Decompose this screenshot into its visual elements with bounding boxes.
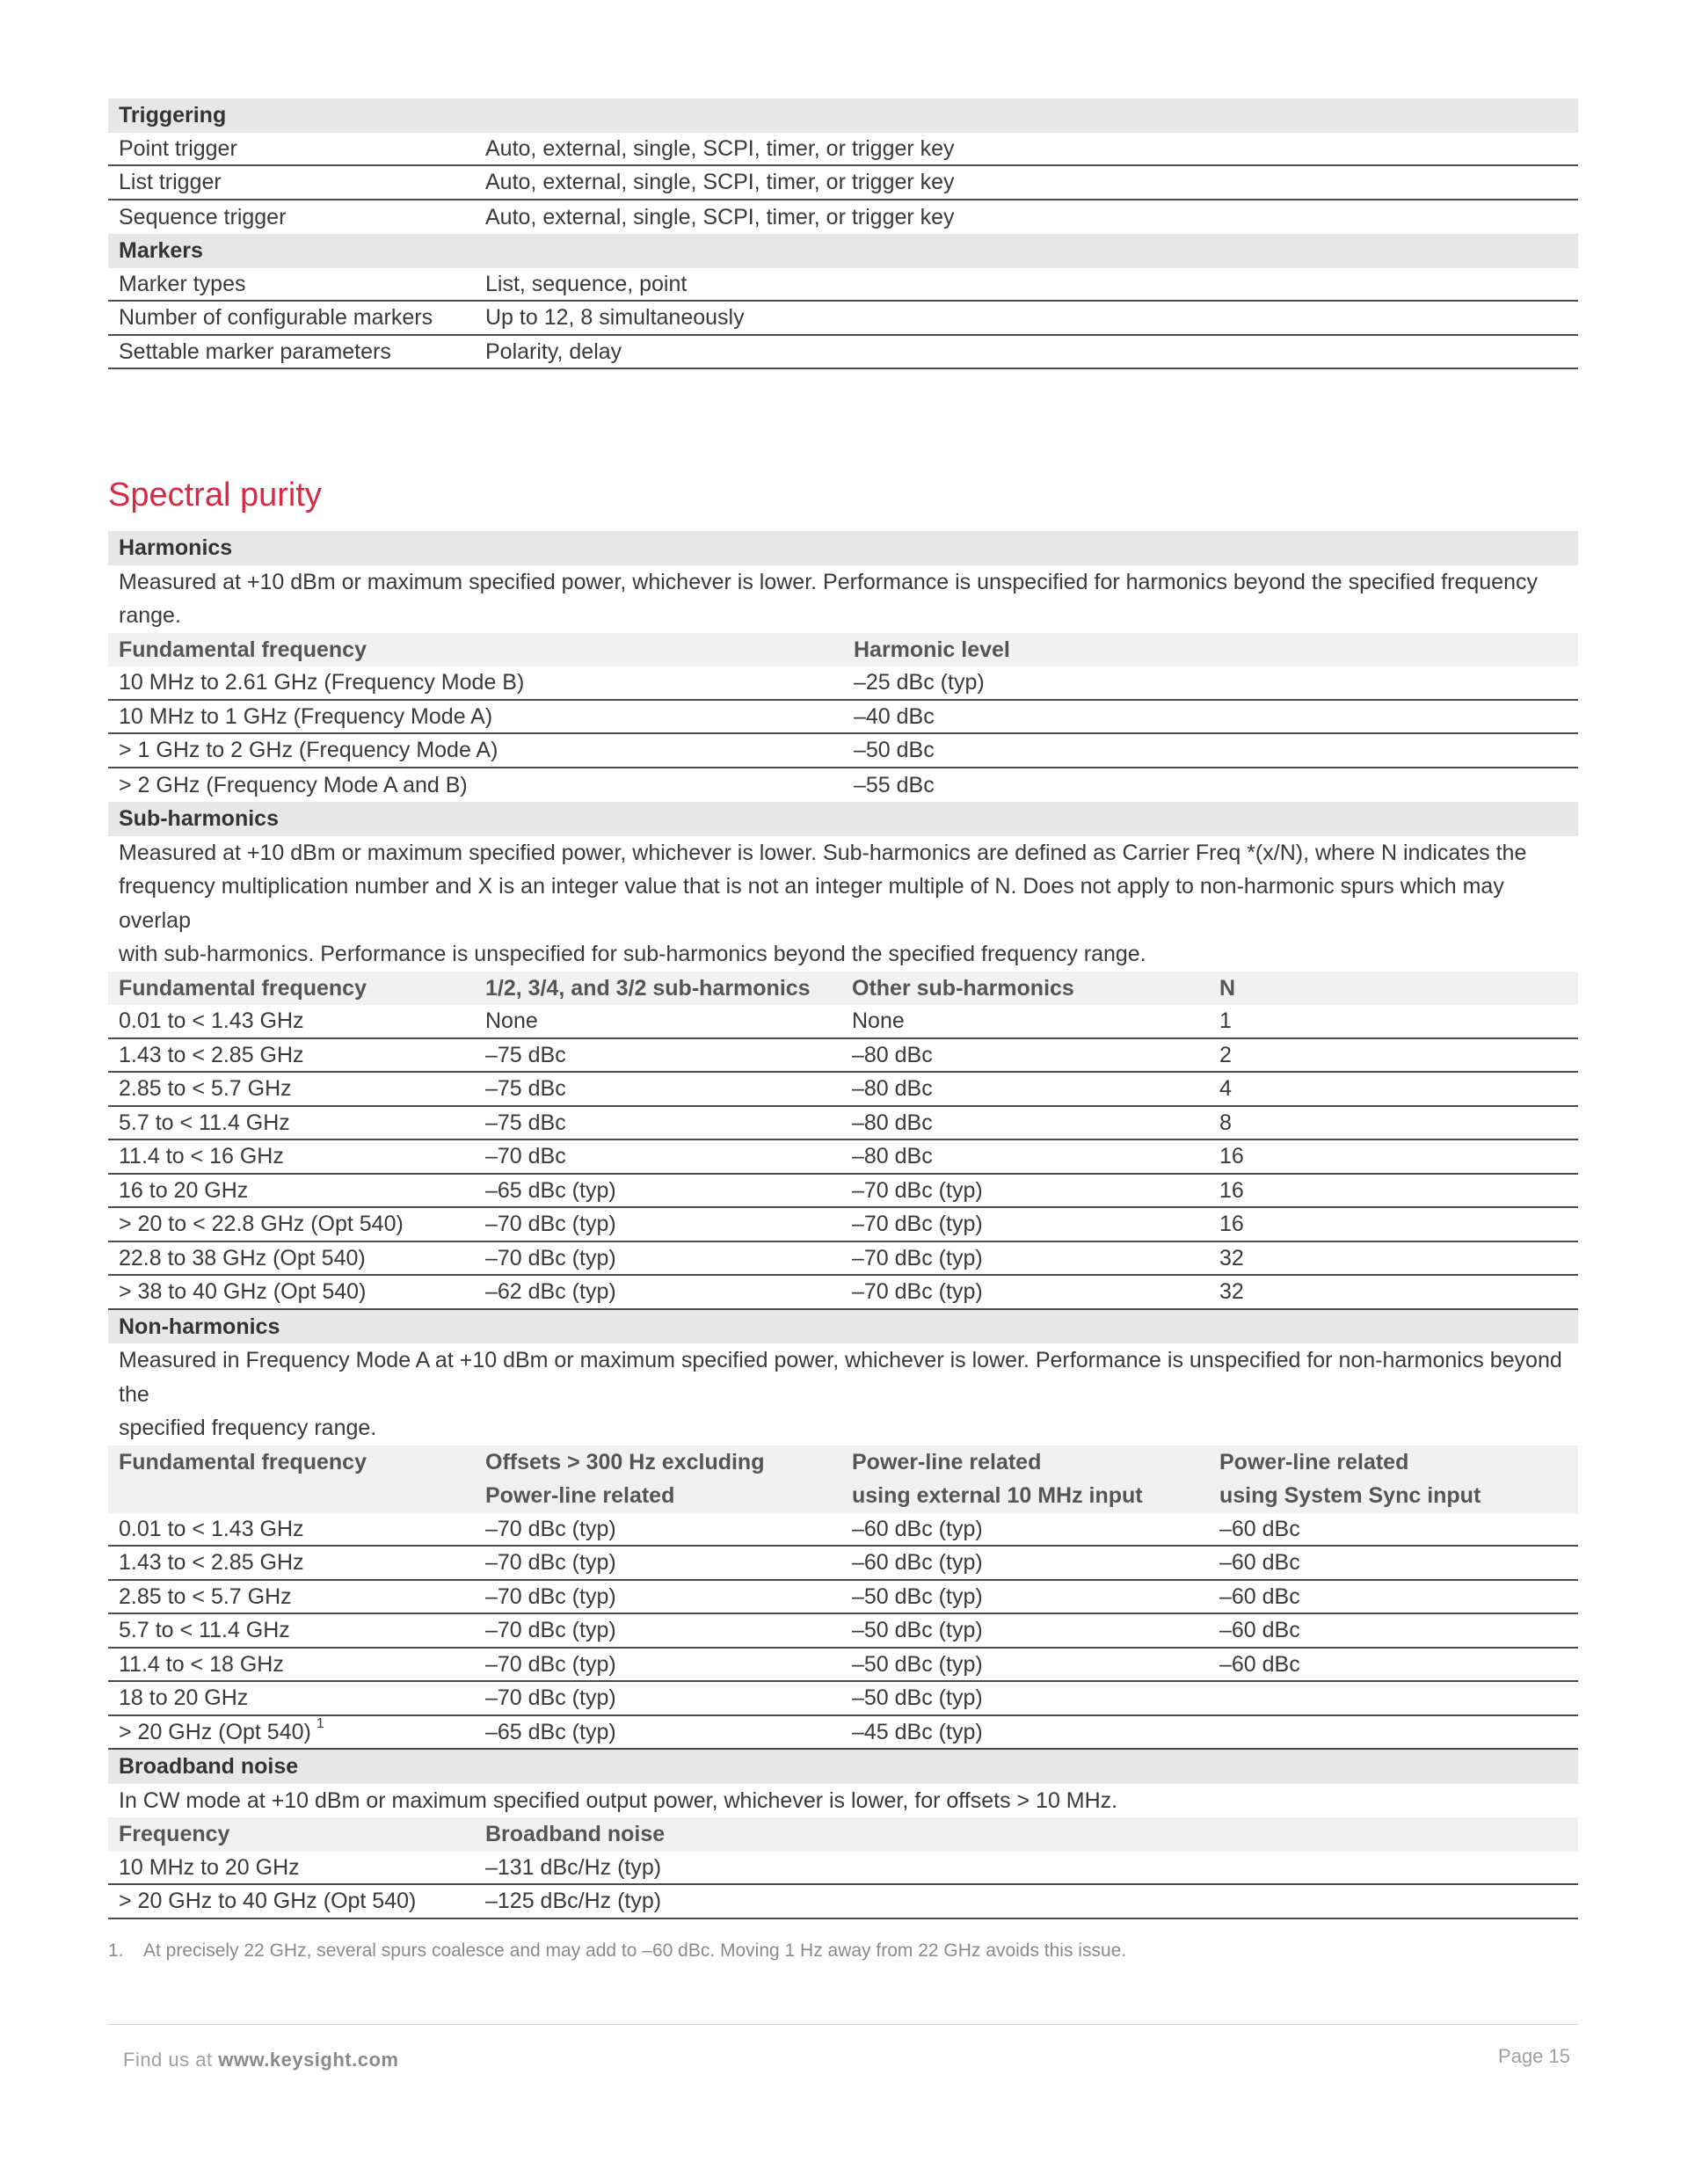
table-row: [108, 1852, 1578, 1886]
row-value: Auto, external, single, SCPI, timer, or trigger key: [485, 170, 955, 194]
column-header-line: Fundamental frequency: [119, 1449, 367, 1474]
table-row: [108, 1885, 1578, 1919]
column-header: Fundamental frequency: [119, 975, 367, 1001]
table-row: [108, 166, 1578, 200]
broadband-noise-header: [108, 1750, 1578, 1784]
table-cell: 10 MHz to 2.61 GHz (Frequency Mode B): [119, 670, 525, 695]
non-harmonics-note-line: Measured in Frequency Mode A at +10 dBm or maximum specified power, whichever is lower. Performance is unspecified for non-harmonics beyond the: [119, 1348, 1562, 1407]
footer-find-us: [123, 2049, 398, 2071]
table-cell: –70 dBc (typ): [485, 1583, 616, 1609]
table-row: [108, 1242, 1578, 1277]
table-cell: –70 dBc: [485, 1144, 566, 1168]
table-cell: –62 dBc (typ): [485, 1279, 616, 1304]
non-harmonics-table-body: [108, 1513, 1578, 1751]
section-heading: Non-harmonics: [119, 1314, 280, 1339]
table-cell: 2: [1219, 1042, 1232, 1067]
table-cell: > 20 GHz (Opt 540) $^1$: [119, 1715, 324, 1744]
table-cell: 10 MHz to 20 GHz: [119, 1854, 300, 1880]
table-cell: 18 to 20 GHz: [119, 1685, 249, 1710]
table-cell: 1.43 to < 2.85 GHz: [119, 1042, 304, 1067]
table-cell: –80 dBc: [852, 1042, 933, 1067]
column-header-line: using System Sync input: [1219, 1483, 1481, 1508]
table-cell: 16: [1219, 1212, 1244, 1236]
table-row: [108, 1140, 1578, 1175]
table-cell: –50 dBc (typ): [852, 1651, 983, 1677]
table-cell: –70 dBc (typ): [485, 1651, 616, 1677]
table-cell: –75 dBc: [485, 1076, 566, 1101]
table-cell: –80 dBc: [852, 1076, 933, 1101]
table-cell: –70 dBc (typ): [485, 1245, 616, 1270]
table-cell: –70 dBc (typ): [852, 1279, 983, 1304]
table-cell: –50 dBc (typ): [852, 1685, 983, 1710]
row-label: List trigger: [119, 170, 222, 194]
column-header: Fundamental frequency: [119, 637, 367, 662]
footer-find-us-label: Find us at: [123, 2049, 213, 2071]
table-row: [108, 1513, 1578, 1547]
table-cell: None: [485, 1008, 538, 1033]
table-cell: 5.7 to < 11.4 GHz: [119, 1618, 290, 1642]
table-cell: 16: [1219, 1144, 1244, 1168]
table-cell: –40 dBc: [854, 703, 935, 729]
table-cell: –70 dBc (typ): [852, 1245, 983, 1270]
row-value: Auto, external, single, SCPI, timer, or trigger key: [485, 204, 955, 229]
harmonics-header: [108, 531, 1578, 565]
page-content: [108, 98, 1578, 1962]
table-row: [108, 336, 1578, 370]
table-cell: –70 dBc (typ): [852, 1177, 983, 1203]
table-row: [108, 1039, 1578, 1074]
page-number: Page 15: [1498, 2045, 1570, 2067]
table-cell: 32: [1219, 1279, 1244, 1304]
table-header-row: [108, 972, 1578, 1006]
table-row: [108, 1682, 1578, 1716]
section-heading: Markers: [119, 238, 203, 263]
table-cell: –50 dBc (typ): [852, 1618, 983, 1642]
table-cell: > 1 GHz to 2 GHz (Frequency Mode A): [119, 738, 498, 762]
footnote-number: 1.: [108, 1940, 124, 1961]
table-header-row: [108, 1817, 1578, 1852]
table-cell: > 20 to < 22.8 GHz (Opt 540): [119, 1212, 404, 1236]
column-header: Harmonic level: [854, 637, 1010, 662]
table-cell: 16: [1219, 1177, 1244, 1203]
section-heading: Harmonics: [119, 535, 233, 560]
table-cell: > 2 GHz (Frequency Mode A and B): [119, 772, 468, 797]
table-cell: 10 MHz to 1 GHz (Frequency Mode A): [119, 703, 493, 729]
column-header-line: using external 10 MHz input: [852, 1483, 1143, 1508]
row-label: Number of configurable markers: [119, 305, 433, 330]
sub-harmonics-header: [108, 802, 1578, 836]
non-harmonics-note-line: specified frequency range.: [119, 1416, 377, 1440]
sub-harmonics-note-line: frequency multiplication number and X is an integer value that is not an integer multiple of N. Does not apply to non-harmonic spurs which may overlap: [119, 874, 1504, 933]
table-cell: 11.4 to < 18 GHz: [119, 1651, 284, 1677]
row-label: Point trigger: [119, 135, 237, 161]
table-cell: –25 dBc (typ): [854, 670, 985, 695]
table-cell: 0.01 to < 1.43 GHz: [119, 1516, 304, 1541]
table-cell: –75 dBc: [485, 1042, 566, 1067]
footnote-text: At precisely 22 GHz, several spurs coalesce and may add to –60 dBc. Moving 1 Hz away from 22 GHz avoids this issue.: [143, 1940, 1127, 1961]
table-cell: 32: [1219, 1245, 1244, 1270]
row-value: Polarity, delay: [485, 339, 622, 364]
broadband-noise-note: In CW mode at +10 dBm or maximum specified output power, whichever is lower, for offsets > 10 MHz.: [119, 1787, 1118, 1813]
table-cell: 8: [1219, 1110, 1232, 1135]
table-cell: –70 dBc (typ): [485, 1550, 616, 1575]
column-header: 1/2, 3/4, and 3/2 sub-harmonics: [485, 975, 811, 1001]
row-value: Auto, external, single, SCPI, timer, or trigger key: [485, 135, 955, 161]
column-header: [108, 1445, 475, 1513]
table-cell: –65 dBc (typ): [485, 1177, 616, 1203]
sub-harmonics-table-body: [108, 1005, 1578, 1310]
table-cell: –45 dBc (typ): [852, 1719, 983, 1744]
table-cell: 1.43 to < 2.85 GHz: [119, 1550, 304, 1575]
row-value: List, sequence, point: [485, 271, 688, 296]
table-row: [108, 1073, 1578, 1107]
table-row: [108, 1208, 1578, 1242]
table-row: [108, 1716, 1578, 1751]
table-cell: –60 dBc: [1219, 1583, 1300, 1609]
table-cell: > 20 GHz to 40 GHz (Opt 540): [119, 1889, 417, 1913]
table-row: [108, 1581, 1578, 1615]
harmonics-note: Measured at +10 dBm or maximum specified power, whichever is lower. Performance is unspecified for harmonics beyond the specified frequency range.: [119, 569, 1538, 628]
table-row: [108, 268, 1578, 302]
non-harmonics-header: [108, 1310, 1578, 1344]
sub-harmonics-note-line: Measured at +10 dBm or maximum specified power, whichever is lower. Sub-harmonics are defined as Carrier Freq *(x/N), where N indicates the: [119, 840, 1527, 865]
footnote-ref: 1: [316, 1715, 324, 1731]
table-row: [108, 1276, 1578, 1310]
table-row: [108, 1107, 1578, 1141]
table-cell: –60 dBc: [1219, 1651, 1300, 1677]
table-cell: –131 dBc/Hz (typ): [485, 1854, 662, 1880]
table-cell: None: [852, 1008, 905, 1033]
row-label: Sequence trigger: [119, 204, 287, 229]
table-row: [108, 734, 1578, 768]
table-row: [108, 1175, 1578, 1209]
table-row: [108, 1649, 1578, 1683]
table-cell: –65 dBc (typ): [485, 1719, 616, 1744]
section-heading: Triggering: [119, 103, 227, 127]
table-cell: –50 dBc (typ): [852, 1583, 983, 1609]
table-cell: –60 dBc: [1219, 1550, 1300, 1575]
table-row: [108, 1547, 1578, 1581]
table-row: [108, 768, 1578, 803]
table-cell: –70 dBc (typ): [485, 1685, 616, 1710]
table-cell: 5.7 to < 11.4 GHz: [119, 1110, 290, 1135]
table-cell: –70 dBc (typ): [852, 1212, 983, 1236]
column-header: Frequency: [119, 1822, 230, 1846]
table-row: [108, 666, 1578, 701]
table-cell: –60 dBc (typ): [852, 1550, 983, 1575]
section-title: Spectral purity: [108, 477, 322, 513]
column-header-line: Power-line related: [485, 1483, 675, 1508]
table-cell: 1: [1219, 1008, 1232, 1033]
footer-url-link[interactable]: www.keysight.com: [218, 2049, 399, 2071]
table-cell: 22.8 to 38 GHz (Opt 540): [119, 1245, 366, 1270]
table-cell: –50 dBc: [854, 738, 935, 762]
triggering-header: [108, 98, 1578, 133]
table-cell: 16 to 20 GHz: [119, 1177, 249, 1203]
table-cell: –70 dBc (typ): [485, 1516, 616, 1541]
table-cell: 11.4 to < 16 GHz: [119, 1144, 284, 1168]
section-heading: Broadband noise: [119, 1754, 299, 1779]
table-cell: –60 dBc: [1219, 1618, 1300, 1642]
table-cell: –80 dBc: [852, 1110, 933, 1135]
table-cell: > 38 to 40 GHz (Opt 540): [119, 1279, 367, 1304]
column-header: Other sub-harmonics: [852, 975, 1074, 1001]
row-label: Marker types: [119, 271, 246, 296]
column-header: Broadband noise: [485, 1822, 666, 1846]
table-row: [108, 701, 1578, 735]
table-cell: –70 dBc (typ): [485, 1618, 616, 1642]
column-header-line: Offsets > 300 Hz excluding: [485, 1449, 765, 1474]
row-value: Up to 12, 8 simultaneously: [485, 305, 745, 330]
row-label: Settable marker parameters: [119, 339, 391, 364]
table-cell: –125 dBc/Hz (typ): [485, 1889, 662, 1913]
table-cell: 2.85 to < 5.7 GHz: [119, 1583, 292, 1609]
markers-header: [108, 234, 1578, 268]
footer-divider: [108, 2024, 1578, 2025]
column-header: [1209, 1445, 1578, 1513]
footnote: [108, 1940, 1578, 1962]
table-cell: 0.01 to < 1.43 GHz: [119, 1008, 304, 1033]
table-cell: –80 dBc: [852, 1144, 933, 1168]
section-heading: Sub-harmonics: [119, 806, 279, 831]
table-row: [108, 302, 1578, 336]
column-header: N: [1219, 975, 1236, 1001]
column-header: [475, 1445, 841, 1513]
table-cell: –60 dBc (typ): [852, 1516, 983, 1541]
sub-harmonics-note-line: with sub-harmonics. Performance is unspecified for sub-harmonics beyond the specified frequency range.: [119, 942, 1146, 966]
table-cell: –55 dBc: [854, 772, 935, 797]
table-cell: –70 dBc (typ): [485, 1212, 616, 1236]
column-header-line: Power-line related: [852, 1449, 1042, 1474]
table-header-row: [108, 633, 1578, 667]
table-row: [108, 133, 1578, 167]
column-header-line: Power-line related: [1219, 1449, 1409, 1474]
table-row: [108, 200, 1578, 235]
table-cell: –60 dBc: [1219, 1516, 1300, 1541]
column-header: [841, 1445, 1209, 1513]
table-cell: –75 dBc: [485, 1110, 566, 1135]
table-cell: 4: [1219, 1076, 1232, 1101]
table-row: [108, 1005, 1578, 1039]
table-cell: 2.85 to < 5.7 GHz: [119, 1076, 292, 1101]
table-row: [108, 1614, 1578, 1649]
table-header-row: [108, 1445, 1578, 1513]
